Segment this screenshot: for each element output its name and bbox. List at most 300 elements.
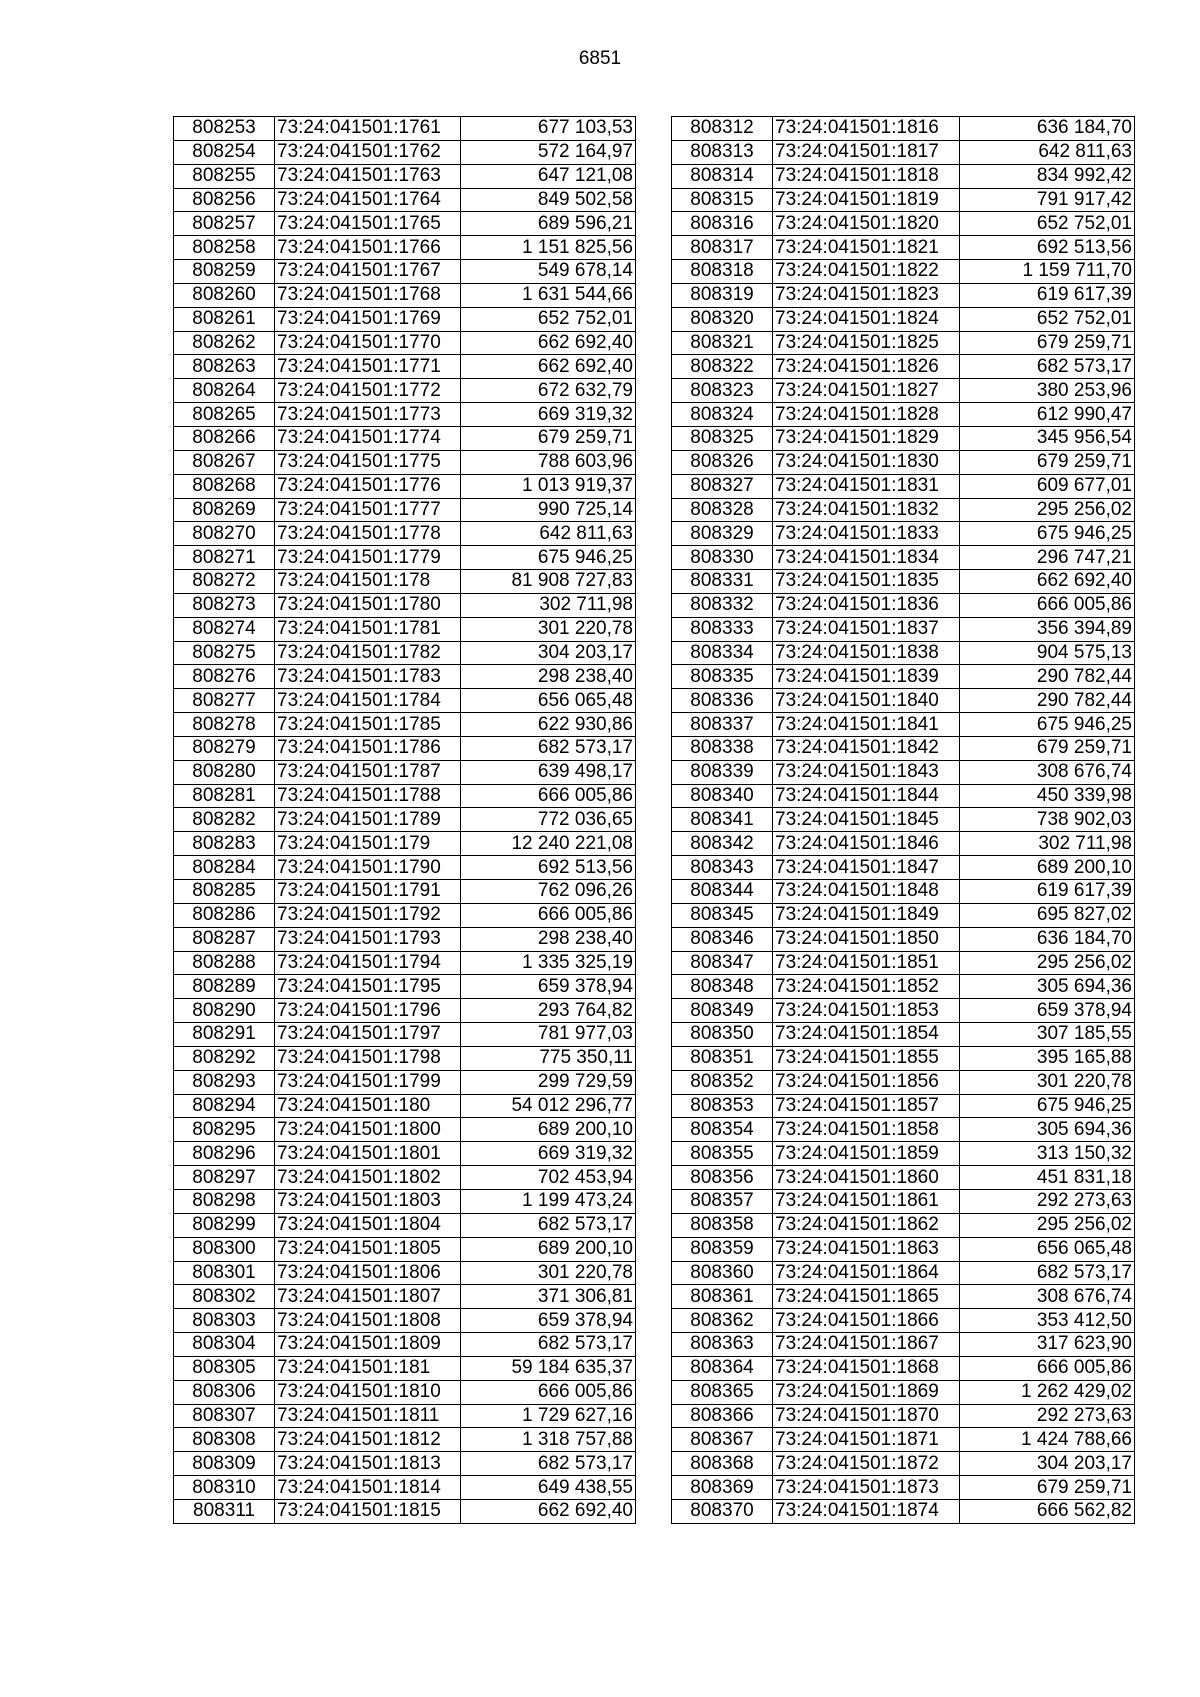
table-row: [672, 689, 1135, 713]
row-number-cell: 808361: [672, 1285, 773, 1309]
row-number-cell: 808267: [174, 450, 275, 474]
cadastral-number-cell: 73:24:041501:1821: [773, 236, 960, 260]
cadastral-number-cell: 73:24:041501:1836: [773, 593, 960, 617]
cadastral-number-cell: 73:24:041501:1803: [275, 1189, 461, 1213]
cadastral-number-cell: 73:24:041501:1835: [773, 570, 960, 594]
value-cell: 679 259,71: [960, 450, 1135, 474]
row-number-cell: 808313: [672, 140, 773, 164]
cadastral-number-cell: 73:24:041501:1831: [773, 474, 960, 498]
row-number-cell: 808354: [672, 1118, 773, 1142]
table-row: [672, 1237, 1135, 1261]
table-row: [174, 999, 636, 1023]
row-number-cell: 808286: [174, 903, 275, 927]
cadastral-number-cell: 73:24:041501:1812: [275, 1428, 461, 1452]
cadastral-number-cell: 73:24:041501:1866: [773, 1309, 960, 1333]
row-number-cell: 808352: [672, 1070, 773, 1094]
table-row: [672, 474, 1135, 498]
table-row: [672, 164, 1135, 188]
table-row: [174, 522, 636, 546]
value-cell: 295 256,02: [960, 1213, 1135, 1237]
cadastral-number-cell: 73:24:041501:1787: [275, 760, 461, 784]
cadastral-number-cell: 73:24:041501:1848: [773, 880, 960, 904]
row-number-cell: 808277: [174, 689, 275, 713]
value-cell: 672 632,79: [461, 379, 636, 403]
value-cell: 772 036,65: [461, 808, 636, 832]
cadastral-number-cell: 73:24:041501:1870: [773, 1404, 960, 1428]
value-cell: 689 200,10: [960, 856, 1135, 880]
value-cell: 1 199 473,24: [461, 1189, 636, 1213]
registry-table-left-body: [174, 117, 636, 1524]
row-number-cell: 808258: [174, 236, 275, 260]
row-number-cell: 808302: [174, 1285, 275, 1309]
cadastral-number-cell: 73:24:041501:1774: [275, 426, 461, 450]
table-row: [174, 1142, 636, 1166]
table-row: [174, 856, 636, 880]
table-row: [174, 450, 636, 474]
value-cell: 290 782,44: [960, 689, 1135, 713]
row-number-cell: 808363: [672, 1333, 773, 1357]
table-row: [174, 617, 636, 641]
row-number-cell: 808269: [174, 498, 275, 522]
value-cell: 295 256,02: [960, 498, 1135, 522]
table-row: [672, 1356, 1135, 1380]
table-row: [174, 236, 636, 260]
cadastral-number-cell: 73:24:041501:1802: [275, 1166, 461, 1190]
row-number-cell: 808364: [672, 1356, 773, 1380]
value-cell: 313 150,32: [960, 1142, 1135, 1166]
table-row: [672, 522, 1135, 546]
table-row: [174, 784, 636, 808]
table-row: [672, 665, 1135, 689]
table-row: [672, 283, 1135, 307]
cadastral-number-cell: 73:24:041501:1791: [275, 880, 461, 904]
table-row: [174, 546, 636, 570]
table-row: [174, 283, 636, 307]
row-number-cell: 808368: [672, 1452, 773, 1476]
value-cell: 1 729 627,16: [461, 1404, 636, 1428]
cadastral-number-cell: 73:24:041501:1816: [773, 117, 960, 141]
row-number-cell: 808326: [672, 450, 773, 474]
row-number-cell: 808329: [672, 522, 773, 546]
cadastral-number-cell: 73:24:041501:1773: [275, 403, 461, 427]
cadastral-number-cell: 73:24:041501:1770: [275, 331, 461, 355]
row-number-cell: 808283: [174, 832, 275, 856]
cadastral-number-cell: 73:24:041501:1810: [275, 1380, 461, 1404]
table-row: [174, 1189, 636, 1213]
table-row: [672, 331, 1135, 355]
table-row: [174, 307, 636, 331]
value-cell: 666 005,86: [960, 1356, 1135, 1380]
cadastral-number-cell: 73:24:041501:1857: [773, 1094, 960, 1118]
value-cell: 647 121,08: [461, 164, 636, 188]
value-cell: 675 946,25: [960, 1094, 1135, 1118]
table-row: [672, 832, 1135, 856]
table-row: [174, 117, 636, 141]
table-row: [672, 951, 1135, 975]
row-number-cell: 808256: [174, 188, 275, 212]
row-number-cell: 808273: [174, 593, 275, 617]
table-row: [672, 856, 1135, 880]
registry-table-left: [173, 116, 636, 1524]
value-cell: 702 453,94: [461, 1166, 636, 1190]
row-number-cell: 808255: [174, 164, 275, 188]
cadastral-number-cell: 73:24:041501:1859: [773, 1142, 960, 1166]
row-number-cell: 808299: [174, 1213, 275, 1237]
value-cell: 293 764,82: [461, 999, 636, 1023]
value-cell: 666 005,86: [461, 903, 636, 927]
value-cell: 675 946,25: [960, 522, 1135, 546]
row-number-cell: 808303: [174, 1309, 275, 1333]
row-number-cell: 808339: [672, 760, 773, 784]
value-cell: 636 184,70: [960, 927, 1135, 951]
value-cell: 301 220,78: [960, 1070, 1135, 1094]
table-row: [174, 689, 636, 713]
value-cell: 666 005,86: [960, 593, 1135, 617]
row-number-cell: 808314: [672, 164, 773, 188]
row-number-cell: 808309: [174, 1452, 275, 1476]
table-row: [174, 736, 636, 760]
row-number-cell: 808310: [174, 1476, 275, 1500]
table-row: [672, 641, 1135, 665]
row-number-cell: 808366: [672, 1404, 773, 1428]
row-number-cell: 808325: [672, 426, 773, 450]
cadastral-number-cell: 73:24:041501:1823: [773, 283, 960, 307]
value-cell: 652 752,01: [960, 212, 1135, 236]
value-cell: 301 220,78: [461, 1261, 636, 1285]
value-cell: 304 203,17: [461, 641, 636, 665]
value-cell: 662 692,40: [461, 1499, 636, 1523]
cadastral-number-cell: 73:24:041501:1822: [773, 260, 960, 284]
cadastral-number-cell: 73:24:041501:1833: [773, 522, 960, 546]
value-cell: 549 678,14: [461, 260, 636, 284]
cadastral-number-cell: 73:24:041501:1807: [275, 1285, 461, 1309]
value-cell: 682 573,17: [960, 355, 1135, 379]
row-number-cell: 808301: [174, 1261, 275, 1285]
row-number-cell: 808340: [672, 784, 773, 808]
row-number-cell: 808347: [672, 951, 773, 975]
row-number-cell: 808272: [174, 570, 275, 594]
row-number-cell: 808316: [672, 212, 773, 236]
value-cell: 666 005,86: [461, 784, 636, 808]
value-cell: 652 752,01: [960, 307, 1135, 331]
value-cell: 666 005,86: [461, 1380, 636, 1404]
registry-table-right: [671, 116, 1135, 1524]
cadastral-number-cell: 73:24:041501:1871: [773, 1428, 960, 1452]
table-row: [672, 903, 1135, 927]
value-cell: 619 617,39: [960, 283, 1135, 307]
value-cell: 682 573,17: [461, 1213, 636, 1237]
cadastral-number-cell: 73:24:041501:1839: [773, 665, 960, 689]
row-number-cell: 808320: [672, 307, 773, 331]
cadastral-number-cell: 73:24:041501:1834: [773, 546, 960, 570]
table-row: [672, 1166, 1135, 1190]
value-cell: 682 573,17: [461, 1452, 636, 1476]
value-cell: 791 917,42: [960, 188, 1135, 212]
row-number-cell: 808307: [174, 1404, 275, 1428]
row-number-cell: 808335: [672, 665, 773, 689]
row-number-cell: 808275: [174, 641, 275, 665]
cadastral-number-cell: 73:24:041501:1862: [773, 1213, 960, 1237]
row-number-cell: 808300: [174, 1237, 275, 1261]
row-number-cell: 808370: [672, 1499, 773, 1523]
value-cell: 659 378,94: [960, 999, 1135, 1023]
table-row: [174, 1213, 636, 1237]
value-cell: 356 394,89: [960, 617, 1135, 641]
value-cell: 775 350,11: [461, 1046, 636, 1070]
cadastral-number-cell: 73:24:041501:1771: [275, 355, 461, 379]
cadastral-number-cell: 73:24:041501:1777: [275, 498, 461, 522]
table-row: [672, 498, 1135, 522]
cadastral-number-cell: 73:24:041501:1792: [275, 903, 461, 927]
cadastral-number-cell: 73:24:041501:1864: [773, 1261, 960, 1285]
value-cell: 990 725,14: [461, 498, 636, 522]
value-cell: 781 977,03: [461, 1023, 636, 1047]
value-cell: 572 164,97: [461, 140, 636, 164]
cadastral-number-cell: 73:24:041501:1794: [275, 951, 461, 975]
value-cell: 302 711,98: [960, 832, 1135, 856]
table-row: [174, 1499, 636, 1523]
cadastral-number-cell: 73:24:041501:1824: [773, 307, 960, 331]
table-row: [174, 1285, 636, 1309]
value-cell: 308 676,74: [960, 760, 1135, 784]
table-row: [174, 1118, 636, 1142]
row-number-cell: 808349: [672, 999, 773, 1023]
value-cell: 677 103,53: [461, 117, 636, 141]
row-number-cell: 808311: [174, 1499, 275, 1523]
cadastral-number-cell: 73:24:041501:1873: [773, 1476, 960, 1500]
cadastral-number-cell: 73:24:041501:1843: [773, 760, 960, 784]
row-number-cell: 808344: [672, 880, 773, 904]
table-row: [174, 1333, 636, 1357]
value-cell: 59 184 635,37: [461, 1356, 636, 1380]
value-cell: 682 573,17: [960, 1261, 1135, 1285]
cadastral-number-cell: 73:24:041501:1825: [773, 331, 960, 355]
table-row: [174, 1380, 636, 1404]
cadastral-number-cell: 73:24:041501:1838: [773, 641, 960, 665]
row-number-cell: 808290: [174, 999, 275, 1023]
table-row: [672, 1404, 1135, 1428]
value-cell: 834 992,42: [960, 164, 1135, 188]
cadastral-number-cell: 73:24:041501:1826: [773, 355, 960, 379]
table-row: [672, 1023, 1135, 1047]
value-cell: 612 990,47: [960, 403, 1135, 427]
table-row: [174, 1452, 636, 1476]
row-number-cell: 808306: [174, 1380, 275, 1404]
cadastral-number-cell: 73:24:041501:1827: [773, 379, 960, 403]
cadastral-number-cell: 73:24:041501:1865: [773, 1285, 960, 1309]
row-number-cell: 808279: [174, 736, 275, 760]
cadastral-number-cell: 73:24:041501:1850: [773, 927, 960, 951]
row-number-cell: 808263: [174, 355, 275, 379]
row-number-cell: 808323: [672, 379, 773, 403]
value-cell: 353 412,50: [960, 1309, 1135, 1333]
cadastral-number-cell: 73:24:041501:1762: [275, 140, 461, 164]
cadastral-number-cell: 73:24:041501:1841: [773, 713, 960, 737]
table-row: [672, 975, 1135, 999]
row-number-cell: 808332: [672, 593, 773, 617]
row-number-cell: 808253: [174, 117, 275, 141]
cadastral-number-cell: 73:24:041501:1855: [773, 1046, 960, 1070]
table-row: [672, 999, 1135, 1023]
value-cell: 1 424 788,66: [960, 1428, 1135, 1452]
row-number-cell: 808295: [174, 1118, 275, 1142]
table-row: [174, 927, 636, 951]
cadastral-number-cell: 73:24:041501:1778: [275, 522, 461, 546]
cadastral-number-cell: 73:24:041501:180: [275, 1094, 461, 1118]
value-cell: 762 096,26: [461, 880, 636, 904]
table-row: [174, 260, 636, 284]
table-row: [174, 665, 636, 689]
cadastral-number-cell: 73:24:041501:1837: [773, 617, 960, 641]
cadastral-number-cell: 73:24:041501:1844: [773, 784, 960, 808]
table-row: [174, 1237, 636, 1261]
cadastral-number-cell: 73:24:041501:1842: [773, 736, 960, 760]
value-cell: 689 200,10: [461, 1118, 636, 1142]
value-cell: 682 573,17: [461, 736, 636, 760]
table-row: [672, 1261, 1135, 1285]
value-cell: 307 185,55: [960, 1023, 1135, 1047]
row-number-cell: 808278: [174, 713, 275, 737]
table-row: [174, 1476, 636, 1500]
table-row: [672, 236, 1135, 260]
cadastral-number-cell: 73:24:041501:1798: [275, 1046, 461, 1070]
table-row: [174, 951, 636, 975]
cadastral-number-cell: 73:24:041501:1784: [275, 689, 461, 713]
row-number-cell: 808348: [672, 975, 773, 999]
row-number-cell: 808292: [174, 1046, 275, 1070]
row-number-cell: 808280: [174, 760, 275, 784]
cadastral-number-cell: 73:24:041501:1795: [275, 975, 461, 999]
cadastral-number-cell: 73:24:041501:1815: [275, 1499, 461, 1523]
table-row: [174, 1070, 636, 1094]
value-cell: 1 013 919,37: [461, 474, 636, 498]
row-number-cell: 808324: [672, 403, 773, 427]
table-row: [174, 641, 636, 665]
value-cell: 656 065,48: [461, 689, 636, 713]
table-row: [174, 760, 636, 784]
table-row: [672, 140, 1135, 164]
value-cell: 679 259,71: [960, 331, 1135, 355]
cadastral-number-cell: 73:24:041501:1804: [275, 1213, 461, 1237]
cadastral-number-cell: 73:24:041501:1790: [275, 856, 461, 880]
row-number-cell: 808282: [174, 808, 275, 832]
cadastral-number-cell: 73:24:041501:1780: [275, 593, 461, 617]
row-number-cell: 808285: [174, 880, 275, 904]
value-cell: 298 238,40: [461, 927, 636, 951]
value-cell: 81 908 727,83: [461, 570, 636, 594]
cadastral-number-cell: 73:24:041501:1868: [773, 1356, 960, 1380]
cadastral-number-cell: 73:24:041501:1854: [773, 1023, 960, 1047]
value-cell: 849 502,58: [461, 188, 636, 212]
row-number-cell: 808342: [672, 832, 773, 856]
row-number-cell: 808341: [672, 808, 773, 832]
table-row: [672, 760, 1135, 784]
table-row: [672, 117, 1135, 141]
cadastral-number-cell: 73:24:041501:1860: [773, 1166, 960, 1190]
table-row: [672, 1452, 1135, 1476]
row-number-cell: 808359: [672, 1237, 773, 1261]
table-row: [174, 713, 636, 737]
value-cell: 656 065,48: [960, 1237, 1135, 1261]
value-cell: 679 259,71: [461, 426, 636, 450]
row-number-cell: 808274: [174, 617, 275, 641]
value-cell: 308 676,74: [960, 1285, 1135, 1309]
table-row: [672, 212, 1135, 236]
cadastral-number-cell: 73:24:041501:1772: [275, 379, 461, 403]
cadastral-number-cell: 73:24:041501:1813: [275, 1452, 461, 1476]
row-number-cell: 808288: [174, 951, 275, 975]
row-number-cell: 808336: [672, 689, 773, 713]
table-row: [672, 808, 1135, 832]
table-row: [672, 260, 1135, 284]
cadastral-number-cell: 73:24:041501:1797: [275, 1023, 461, 1047]
registry-table-right-body: [672, 117, 1135, 1524]
row-number-cell: 808276: [174, 665, 275, 689]
value-cell: 304 203,17: [960, 1452, 1135, 1476]
table-row: [672, 1118, 1135, 1142]
row-number-cell: 808365: [672, 1380, 773, 1404]
cadastral-number-cell: 73:24:041501:1783: [275, 665, 461, 689]
cadastral-number-cell: 73:24:041501:1858: [773, 1118, 960, 1142]
value-cell: 636 184,70: [960, 117, 1135, 141]
value-cell: 669 319,32: [461, 403, 636, 427]
cadastral-number-cell: 73:24:041501:1766: [275, 236, 461, 260]
table-row: [672, 617, 1135, 641]
value-cell: 395 165,88: [960, 1046, 1135, 1070]
cadastral-number-cell: 73:24:041501:1809: [275, 1333, 461, 1357]
value-cell: 652 752,01: [461, 307, 636, 331]
table-row: [672, 1333, 1135, 1357]
value-cell: 12 240 221,08: [461, 832, 636, 856]
row-number-cell: 808343: [672, 856, 773, 880]
row-number-cell: 808358: [672, 1213, 773, 1237]
value-cell: 662 692,40: [461, 355, 636, 379]
value-cell: 675 946,25: [960, 713, 1135, 737]
row-number-cell: 808312: [672, 117, 773, 141]
row-number-cell: 808362: [672, 1309, 773, 1333]
value-cell: 299 729,59: [461, 1070, 636, 1094]
table-row: [672, 307, 1135, 331]
row-number-cell: 808346: [672, 927, 773, 951]
table-row: [174, 1046, 636, 1070]
value-cell: 689 200,10: [461, 1237, 636, 1261]
page-number: 6851: [578, 48, 622, 69]
cadastral-number-cell: 73:24:041501:1793: [275, 927, 461, 951]
row-number-cell: 808289: [174, 975, 275, 999]
row-number-cell: 808257: [174, 212, 275, 236]
cadastral-number-cell: 73:24:041501:1785: [275, 713, 461, 737]
table-row: [174, 379, 636, 403]
cadastral-number-cell: 73:24:041501:1767: [275, 260, 461, 284]
row-number-cell: 808331: [672, 570, 773, 594]
cadastral-number-cell: 73:24:041501:1788: [275, 784, 461, 808]
table-row: [672, 1285, 1135, 1309]
table-row: [672, 188, 1135, 212]
cadastral-number-cell: 73:24:041501:1765: [275, 212, 461, 236]
cadastral-number-cell: 73:24:041501:1775: [275, 450, 461, 474]
table-row: [174, 498, 636, 522]
value-cell: 1 631 544,66: [461, 283, 636, 307]
value-cell: 666 562,82: [960, 1499, 1135, 1523]
row-number-cell: 808291: [174, 1023, 275, 1047]
cadastral-number-cell: 73:24:041501:1840: [773, 689, 960, 713]
table-row: [174, 1094, 636, 1118]
value-cell: 305 694,36: [960, 1118, 1135, 1142]
value-cell: 380 253,96: [960, 379, 1135, 403]
row-number-cell: 808260: [174, 283, 275, 307]
row-number-cell: 808270: [174, 522, 275, 546]
cadastral-number-cell: 73:24:041501:1817: [773, 140, 960, 164]
